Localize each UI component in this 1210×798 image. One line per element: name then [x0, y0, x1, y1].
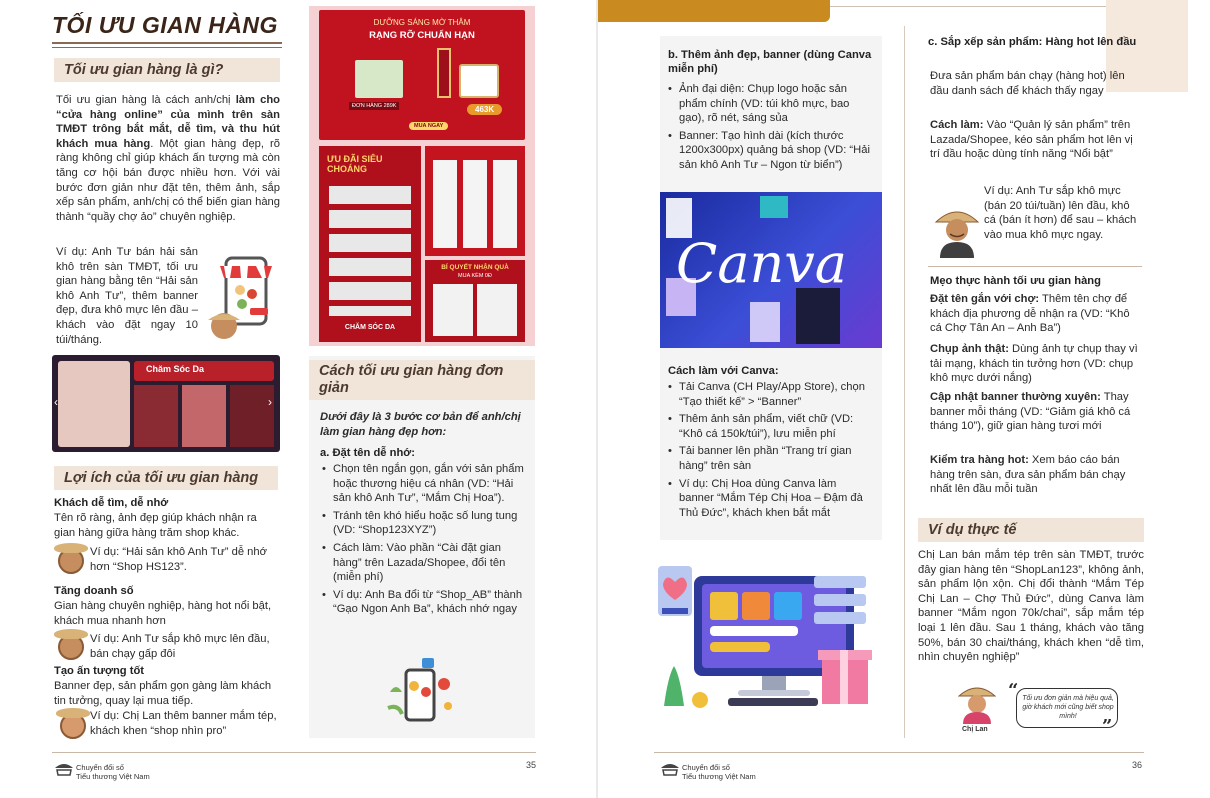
brand-logo-icon [54, 762, 74, 776]
step-a-list [322, 462, 526, 620]
section-title-how: Cách tối ưu gian hàng đơn giản [309, 360, 535, 400]
canva-how-list [668, 380, 874, 523]
tip-3: Cập nhật banner thường xuyên: Thay banner mỗi tháng (VD: “Giảm giá khô cá tháng 10”), giữ gian hàng tươi mới [930, 391, 1131, 433]
promo-top-tag: ĐƠN HÀNG 289K [349, 102, 399, 110]
tip-1: Đặt tên gắn với chợ: Thêm tên chợ để khách địa phương dễ nhận ra (VD: “Khô cá Chợ Tân An – Anh Ba”) [930, 293, 1130, 335]
canva-how-item: • Ví dụ: Chị Hoa dùng Canva làm banner “Mắm Tép Chị Hoa – Đậm đà Thủ Đức”, khách khen bắt mắt [668, 477, 874, 521]
footer-rule [52, 752, 536, 753]
how-intro: Dưới đây là 3 bước cơ bản để anh/chị làm gian hàng đẹp hơn: [320, 411, 521, 438]
benefit-example-1: Ví dụ: “Hải sản khô Anh Tư” dễ nhớ hơn “Shop HS123”. [90, 546, 267, 573]
chi-lan-avatar-icon [958, 684, 996, 724]
step-a-item: • Tránh tên khó hiểu hoặc số lung tung (VD: “Shop123XYZ”) [322, 509, 526, 538]
section-title-benefits: Lợi ích của tối ưu gian hàng [54, 466, 278, 490]
step-c-title: c. Sắp xếp sản phẩm: Hàng hot lên đầu [928, 36, 1137, 48]
quote-text: Tối ưu đơn giản mà hiệu quả, giờ khách mới cũng biết shop mình! [1022, 695, 1114, 720]
promo-mid-left [319, 146, 421, 342]
promo-poster [309, 6, 535, 346]
footer-rule [654, 752, 1144, 753]
tips-rule [928, 266, 1142, 267]
case-body: Chị Lan bán mắm tép trên sàn TMĐT, trước đây gian hàng tên “ShopLan123”, không ảnh, sản phẩm lộn xộn. Chị đổi thành “Mắm Tép Chị Lan – Chợ Thủ Đức”, dùng Canva làm banner “Mắm ngon 70k/chai”, sắp mắm tép loại 1 lên đầu. Sau 1 tháng, khách vào tăng 50%, bán 30 chai/tháng, khách khen “dễ tìm, nhìn chuyên nghiệp” [918, 549, 1144, 664]
promo-mid-right-bottom [425, 260, 525, 342]
brand-logo-icon [660, 762, 680, 776]
woman-avatar-icon [60, 713, 86, 739]
quote-person: Chị Lan [962, 726, 988, 733]
step-a-title: a. Đặt tên dễ nhớ: [320, 447, 415, 459]
benefit-heading-2: Tăng doanh số [54, 585, 134, 597]
page-number: 36 [1132, 760, 1143, 770]
step-b-item: • Ảnh đại diện: Chụp logo hoặc sản phẩm chính (VD: túi khô mực, bao gạo), rõ nét, sáng sủa [668, 82, 874, 126]
canva-how-item: • Tải Canva (CH Play/App Store), chọn “Tạo thiết kế” > “Banner” [668, 380, 874, 409]
shop-banner-image [52, 355, 280, 452]
step-b-item: • Banner: Tạo hình dài (kích thước 1200x300px) quảng bá shop (VD: “Hải sản khô Anh Tư – Ngon từ biển”) [668, 129, 874, 173]
step-b-title: b. Thêm ảnh đẹp, banner (dùng Canva miễn phí) [668, 49, 872, 75]
online-shop-illustration [654, 560, 886, 716]
promo-bottom-label: CHĂM SÓC DA [344, 324, 396, 331]
banner-prev-arrow[interactable]: ‹ [54, 395, 58, 409]
tip-4: Kiểm tra hàng hot: Xem báo cáo bán hàng trên sàn, đưa sản phẩm bán chạy nhất lên đầu mỗi tuần [930, 454, 1126, 496]
step-a-item: • Cách làm: Vào phần “Cài đặt gian hàng” trên Lazada/Shopee, đổi tên (miễn phí) [322, 541, 526, 585]
top-accent-bar [598, 0, 830, 22]
canva-image [660, 192, 882, 348]
section-title-case: Ví dụ thực tế [918, 518, 1144, 542]
promo-top-line2: RẠNG RỠ CHUẨN HẠN [369, 30, 475, 41]
quote-open-icon: “ [1008, 680, 1019, 701]
farmer-illustration [934, 206, 980, 258]
benefit-example-3: Ví dụ: Chị Lan thêm banner mắm tép, khách khen “shop nhìn pro” [90, 710, 277, 737]
promo-top-banner [319, 10, 525, 140]
canva-how-item: • Tải banner lên phần “Trang trí gian hàng” trên sàn [668, 444, 874, 473]
page-number: 35 [526, 760, 537, 770]
farmer-avatar-icon [58, 634, 84, 660]
step-c-body: Đưa sản phẩm bán chạy (hàng hot) lên đầu danh sách để khách thấy ngay [930, 70, 1125, 97]
step-b-list [668, 82, 874, 176]
footer-brand: Chuyển đổi số Tiểu thương Việt Nam [76, 763, 150, 781]
canva-how-item: • Thêm ảnh sản phẩm, viết chữ (VD: “Khô cá 150k/túi”), lưu miễn phí [668, 412, 874, 441]
banner-next-arrow[interactable]: › [268, 395, 272, 409]
banner-label: Chăm Sóc Da [146, 364, 205, 374]
tips-title: Mẹo thực hành tối ưu gian hàng [930, 275, 1101, 287]
promo-top-line1: DƯỠNG SÁNG MỜ THÂM [373, 18, 471, 27]
title-underline [52, 42, 282, 44]
footer-brand: Chuyển đổi số Tiểu thương Việt Nam [682, 763, 756, 781]
canva-how-title: Cách làm với Canva: [668, 365, 779, 377]
step-c-example: Ví dụ: Anh Tư sắp khô mực (bán 20 túi/tuần) lên đầu, khô cá (bán ít hơn) để sau – khách vào mua khô mực ngay. [984, 185, 1137, 241]
what-intro: Tối ưu gian hàng là cách anh/chị làm cho “cửa hàng online” của mình trên sàn TMĐT trông bắt mắt, dễ tìm, và thu hút khách mua hàng. Một gian hàng đẹp, rõ ràng không chỉ giúp khách ấn tượng mà còn tăng cơ hội bán được nhiều hơn. Với vài bước đơn giản như đặt tên, thêm ảnh, sắp xếp sản phẩm, anh/chị có thể biến gian hàng thành “quầy chợ ảo” chuyên nghiệp. [56, 94, 281, 223]
main-title: TỐI ƯU GIAN HÀNG [52, 12, 278, 38]
promo-gift-title: BÍ QUYẾT NHẬN QUÀ [441, 264, 509, 271]
tip-2: Chụp ảnh thật: Dùng ảnh tự chụp thay vì tải mạng, khách tin tưởng hơn (VD: chụp khô mực dưới nắng) [930, 343, 1138, 385]
canva-logo: Canva [676, 232, 847, 295]
page-35 [0, 0, 596, 798]
benefit-heading-3: Tạo ấn tượng tốt [54, 665, 145, 677]
step-a-item: • Ví dụ: Anh Ba đổi từ “Shop_AB” thành “Gạo Ngon Anh Ba”, khách nhớ ngay [322, 588, 526, 617]
column-divider [904, 26, 905, 738]
step-c-how: Cách làm: Vào “Quản lý sản phẩm” trên Lazada/Shopee, kéo sản phẩm hot lên vị trí đầu hoặc dùng tính năng “Nổi bật” [930, 119, 1133, 161]
promo-mid-title: ƯU ĐÃI SIÊU CHOÁNG [327, 154, 383, 174]
page-36 [598, 0, 1210, 798]
section-title-what: Tối ưu gian hàng là gì? [54, 58, 280, 82]
benefit-body-1: Tên rõ ràng, ảnh đẹp giúp khách nhận ra gian hàng giữa hàng trăm shop khác. [54, 512, 257, 539]
step-a-item: • Chọn tên ngắn gọn, gắn với sản phẩm hoặc thương hiệu cá nhân (VD: “Hải sản khô Anh Tư”, “Mắm Chị Hoa”). [322, 462, 526, 506]
farmer-avatar-icon [58, 548, 84, 574]
phone-shop-illustration [206, 252, 282, 342]
promo-top-price: 463K [467, 104, 502, 115]
what-example: Ví dụ: Anh Tư bán hải sản khô trên sàn TMĐT, tối ưu gian hàng bằng tên “Hải sản khô Anh Tư”, thêm banner đẹp, đưa khô mực lên đầu – khách vào đặt ngay 10 túi/tháng. [56, 246, 198, 346]
benefit-body-3: Banner đẹp, sản phẩm gọn gàng làm khách tin tưởng, quay lại mua tiếp. [54, 680, 272, 707]
benefit-example-2: Ví dụ: Anh Tư sắp khô mực lên đầu, bán chạy gấp đôi [90, 633, 270, 660]
benefit-heading-1: Khách dễ tìm, dễ nhớ [54, 497, 169, 509]
title-underline-2 [52, 47, 282, 48]
quote-close-icon: ” [1102, 716, 1113, 737]
promo-buy-button[interactable]: MUA NGAY [409, 122, 448, 130]
benefit-body-2: Gian hàng chuyên nghiệp, hàng hot nổi bật, khách mua nhanh hơn [54, 600, 272, 627]
promo-mid-right-top [425, 146, 525, 256]
mobile-grocery-illustration [382, 656, 458, 726]
promo-gift-sub: MUA KÈM 0Đ [458, 273, 492, 279]
